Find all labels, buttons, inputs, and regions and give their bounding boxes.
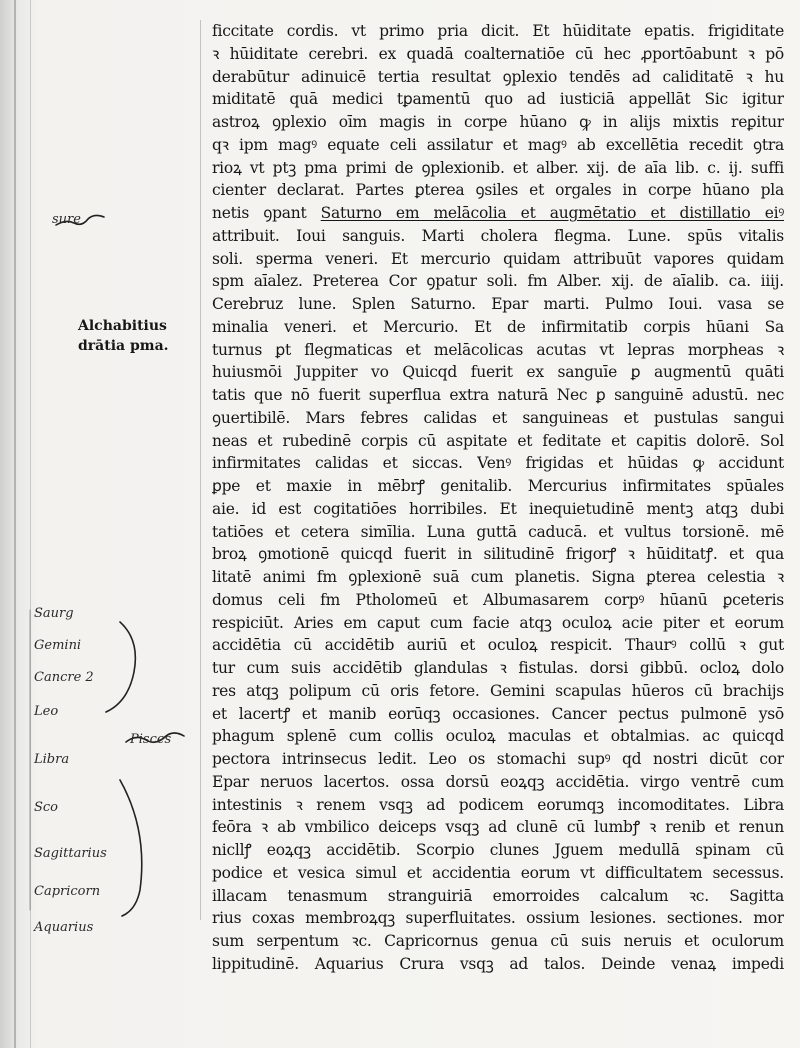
text-line: huiusmōi Juppiter vo Quicqd fuerit ex sanguīe ꝑ augmentū quāti [212, 363, 784, 382]
text-line: et lacertꝭ et manib eorūqꝫ occasiones. Cancer pectus pulmonē ysō [212, 704, 784, 723]
text-line: respiciūt. Aries em caput cum facie atqꝫ oculoꝝ acie piter et eorum [212, 613, 784, 632]
text-line: sum serpentum ꝛc. Capricornus genua cū suis neruis et oculorum [212, 932, 784, 950]
text-line: lippitudinē. Aquarius Crura vsqꝫ ad talos. Deinde venaꝝ impedi [212, 954, 784, 973]
text-line: spm aīalez. Preterea Cor ꝯpatur soli. fm Alber. xij. de aīalib. ca. iiij. [212, 272, 784, 291]
text-line: Cerebruz lune. Splen Saturno. Epar marti. Pulmo Ioui. vasa se [212, 295, 784, 313]
text-line: tatis que nō fuerit superflua extra naturā Nec ꝑ sanguinē adustū. nec [212, 386, 784, 404]
scribble-6: Libra [34, 752, 70, 767]
text-line: domus celi fm Ptholomeū et Albumasarem corpꝰ hūanū ꝑceteris [212, 590, 784, 609]
text-line: litatē animi fm ꝯplexionē suā cum planetis. Signa ꝑterea celestia ꝛ [212, 568, 784, 586]
text-line: illacam tenasmum stranguiriā emorroides calcalum ꝛc. Sagitta [212, 886, 784, 905]
text-line: pectora intrinsecus ledit. Leo os stomachi supꝰ qd nostri dicūt cor [212, 750, 784, 768]
text-line: neas et rubedinē corpis cū aspitate et feditate et capitis dolorē. Sol [212, 431, 784, 450]
text-line: nicllꝭ eoꝝqꝫ accidētib. Scorpio clunes Jguem medullā spinam cū [212, 841, 784, 859]
scribble-2: Saurg [34, 606, 74, 621]
text-line: attribuit. Ioui sanguis. Marti cholera flegma. Lune. spūs vitalis [212, 226, 784, 245]
text-line: ficcitate cordis. vt primo pria dicit. Et hūiditate epatis. frigiditate [212, 22, 784, 40]
text-line: rius coxas membroꝝqꝫ superfluitates. ossium lesiones. sectiones. mor [212, 909, 784, 928]
text-line: Epar neruos lacertos. ossa dorsū eoꝝqꝫ accidētia. virgo ventrē cum [212, 772, 784, 791]
text-line: ꝛ hūiditate cerebri. ex quadā coalternatiōe cū hec ꝓportōabunt ꝛ pō [212, 44, 784, 63]
text-line: miditatē quā medici tꝑamentū quo ad iusticiā appellāt Sic igitur [212, 90, 784, 109]
scribble-5: Leo [34, 704, 59, 719]
body-text-column [212, 20, 784, 976]
margin-note-line-1: Alchabitius [78, 318, 167, 334]
scribble-7: Sco [34, 800, 59, 815]
text-line: phagum splenē cum collis oculoꝝ maculas et obtalmias. ac quicqd [212, 727, 784, 746]
scribble-11: Pisces [130, 732, 172, 747]
margin-note-line-2: drātia pma. [78, 338, 169, 354]
text-line: netis ꝯpant Saturno em melācolia et augmētatio et distillatio eiꝰ [212, 204, 784, 222]
text-line: cienter declarat. Partes ꝑterea ꝯsiles et orgales in corpe hūano pla [212, 181, 784, 200]
text-line: ꝯuertibilē. Mars febres calidas et sanguineas et pustulas sangui [212, 408, 784, 427]
scribble-4: Cancre 2 [34, 670, 94, 685]
text-line: intestinis ꝛ renem vsqꝫ ad podicem eorumqꝫ incomoditates. Libra [212, 795, 784, 814]
scribble-3: Gemini [34, 638, 82, 653]
text-line: podice et vesica simul et accidentia eorum vt difficultatem secessus. [212, 863, 784, 882]
text-line: aie. id est cogitatiōes horribiles. Et inequietudinē mentꝫ atqꝫ dubi [212, 499, 784, 518]
scribble-9: Capricorn [34, 884, 101, 899]
text-line: minalia veneri. et Mercurio. Et de infirmitatib corpis hūani Sa [212, 317, 784, 336]
text-line: infirmitates calidas et siccas. Venꝰ frigidas et hūidas ꝙ accidunt [212, 454, 784, 473]
text-line: rioꝝ vt ptꝫ pma primi de ꝯplexionib. et alber. xij. de aīa lib. c. ij. suffi [212, 158, 784, 177]
text-line: astroꝝ ꝯplexio oīm magis in corpe hūano ꝙ in alijs mixtis reꝑitur [212, 113, 784, 131]
scribble-1: sure [52, 212, 81, 227]
scribble-8: Sagittarius [34, 846, 107, 861]
text-line: ꝑpe et maxie in mēbrꝭ genitalib. Mercurius infirmitates spūales [212, 477, 784, 495]
text-line: broꝝ ꝯmotionē quicqd fuerit in silitudinē frigorꝭ ꝛ hūiditatꝭ. et qua [212, 545, 784, 564]
text-line: turnus ꝑt flegmaticas et melācolicas acutas vt lepras morpheas ꝛ [212, 340, 784, 359]
text-line: tatiōes et cetera simīlia. Luna guttā caducā. et vultus torsionē. mē [212, 522, 784, 541]
underlined-phrase: Saturno em melācolia et augmētatio et distillatio eiꝰ [320, 204, 784, 222]
text-line: feōra ꝛ ab vmbilico deiceps vsqꝫ ad clunē cū lumbꝭ ꝛ renib et renun [212, 818, 784, 837]
text-line: res atqꝫ polipum cū oris fetore. Gemini scapulas hūeros cū brachijs [212, 681, 784, 700]
text-line: qꝛ ipm magꝰ equate celi assilatur et magꝰ ab excellētia recedit ꝯtra [212, 135, 784, 154]
scribble-10: Aquarius [34, 920, 94, 935]
text-line: soli. sperma veneri. Et mercurio quidam attribuūt vapores quidam [212, 249, 784, 268]
text-line: accidētia cū accidētib auriū et oculoꝝ respicit. Thaurꝰ collū ꝛ gut [212, 636, 784, 655]
text-line: tur cum suis accidētib glandulas ꝛ fistulas. dorsi gibbū. ocloꝝ dolo [212, 659, 784, 677]
text-line: derabūtur adinuicē tertia resultat ꝯplexio tendēs ad caliditatē ꝛ hu [212, 67, 784, 86]
